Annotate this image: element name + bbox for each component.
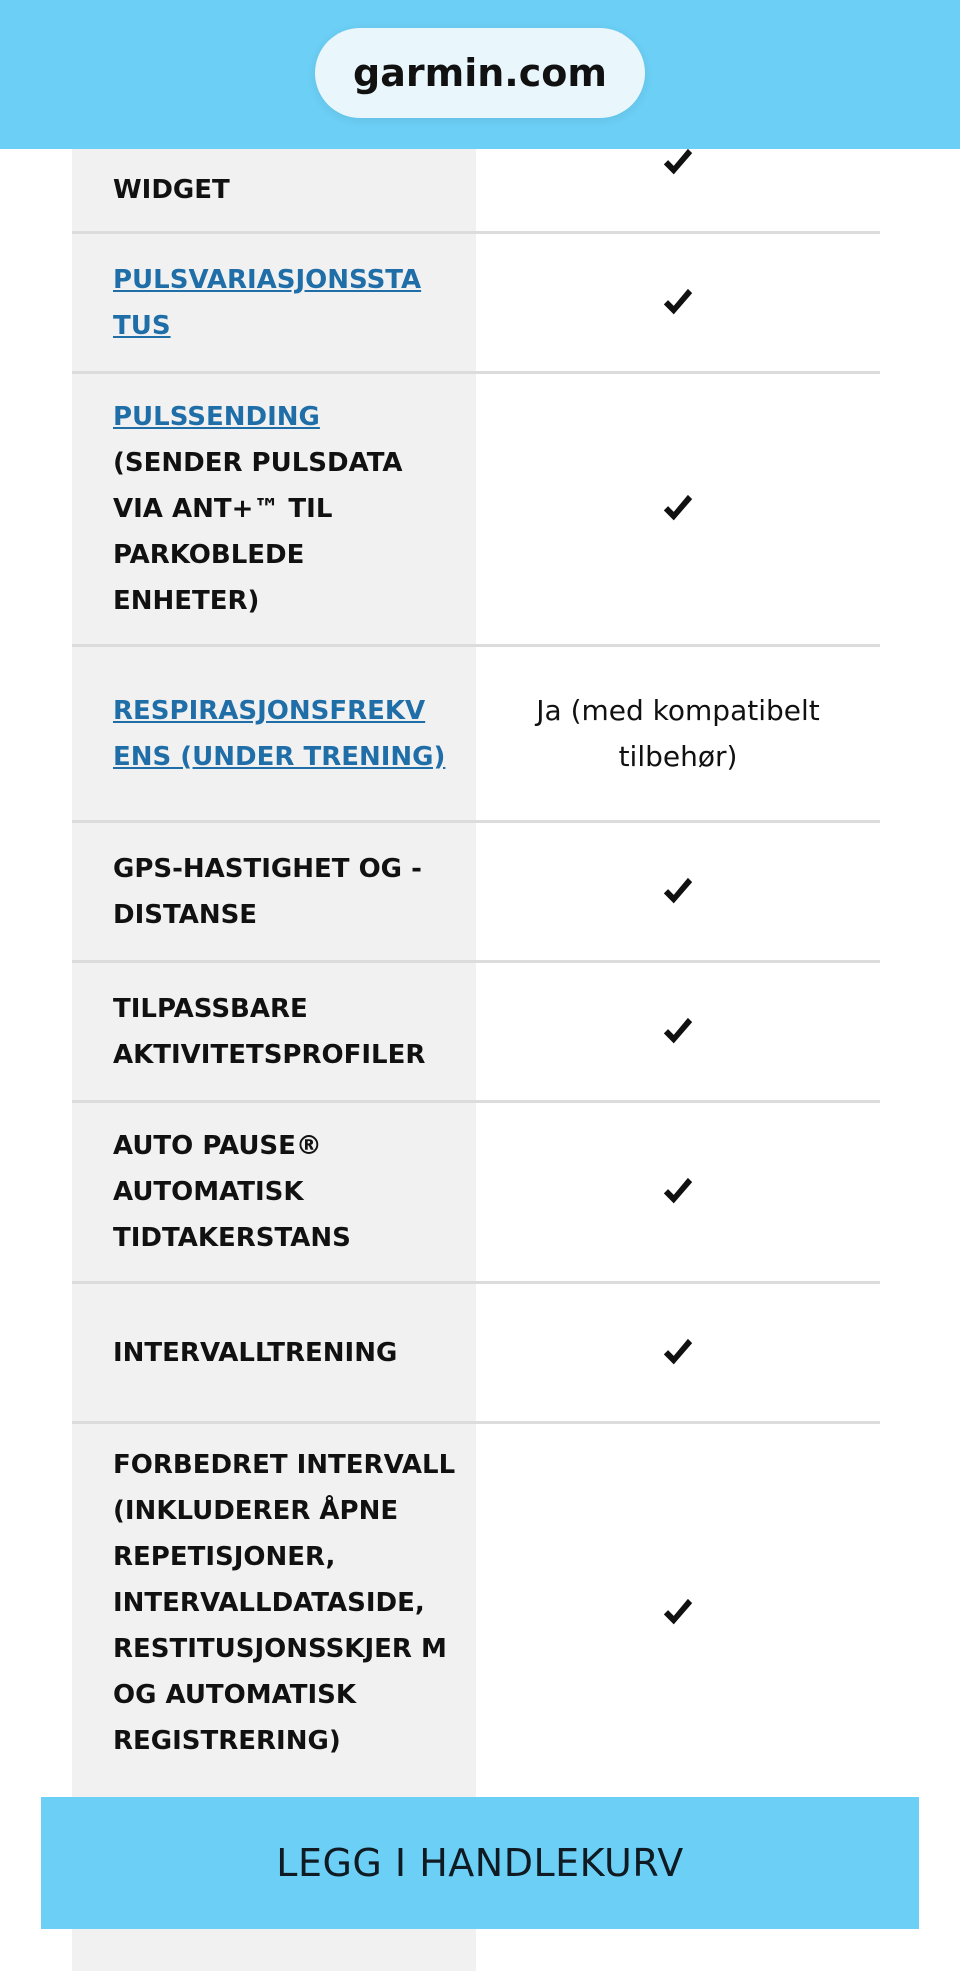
feature-value-text: Ja (med kompatibelt tilbehør) xyxy=(536,693,820,773)
checkmark-icon xyxy=(661,1015,695,1049)
feature-label: TILPASSBARE AKTIVITETSPROFILER xyxy=(72,963,476,1100)
checkmark-icon xyxy=(661,286,695,320)
browser-address-bar xyxy=(0,0,960,149)
feature-value xyxy=(476,374,880,644)
table-row xyxy=(72,1284,880,1421)
checkmark-icon xyxy=(661,875,695,909)
feature-description: (SENDER PULSDATA VIA ANT+™ TIL PARKOBLEDE ENHETER) xyxy=(113,448,403,616)
checkmark-icon xyxy=(661,1336,695,1370)
feature-value xyxy=(476,963,880,1100)
table-row xyxy=(72,374,880,644)
url-field[interactable]: garmin.com xyxy=(315,28,645,118)
feature-link-pulssending[interactable]: PULSSENDING xyxy=(113,402,320,432)
table-row xyxy=(72,1103,880,1281)
checkmark-icon xyxy=(661,1175,695,1209)
feature-value xyxy=(476,1103,880,1281)
feature-label: AUTO PAUSE® AUTOMATISK TIDTAKERSTANS xyxy=(72,1103,476,1281)
table-row xyxy=(72,647,880,820)
feature-label: FORBEDRET INTERVALL (INKLUDERER ÅPNE REPETISJONER, INTERVALLDATASIDE, RESTITUSJONSSKJER M OG AUTOMATISK REGISTRERING) xyxy=(72,1424,476,1802)
feature-label: GPS-HASTIGHET OG -DISTANSE xyxy=(72,823,476,960)
add-to-cart-button[interactable]: LEGG I HANDLEKURV xyxy=(41,1797,919,1929)
feature-value xyxy=(476,823,880,960)
feature-link-respirasjonsfrekvens[interactable]: RESPIRASJONSFREKV ENS (UNDER TRENING) xyxy=(113,695,446,772)
table-row xyxy=(72,234,880,371)
feature-label: INTERVALLTRENING xyxy=(72,1284,476,1421)
feature-value xyxy=(476,1424,880,1802)
table-row xyxy=(72,963,880,1100)
comparison-table xyxy=(72,90,880,1915)
checkmark-icon xyxy=(661,146,695,180)
feature-value xyxy=(476,1284,880,1421)
feature-link-pulsvariasjonsstatus[interactable]: PULSVARIASJONSSTA TUS xyxy=(113,264,422,341)
table-column-continuation xyxy=(72,1929,476,1971)
feature-label: WIDGET xyxy=(72,90,476,231)
table-row xyxy=(72,1424,880,1802)
table-row xyxy=(72,823,880,960)
checkmark-icon xyxy=(661,492,695,526)
feature-value xyxy=(476,234,880,371)
checkmark-icon xyxy=(661,1596,695,1630)
